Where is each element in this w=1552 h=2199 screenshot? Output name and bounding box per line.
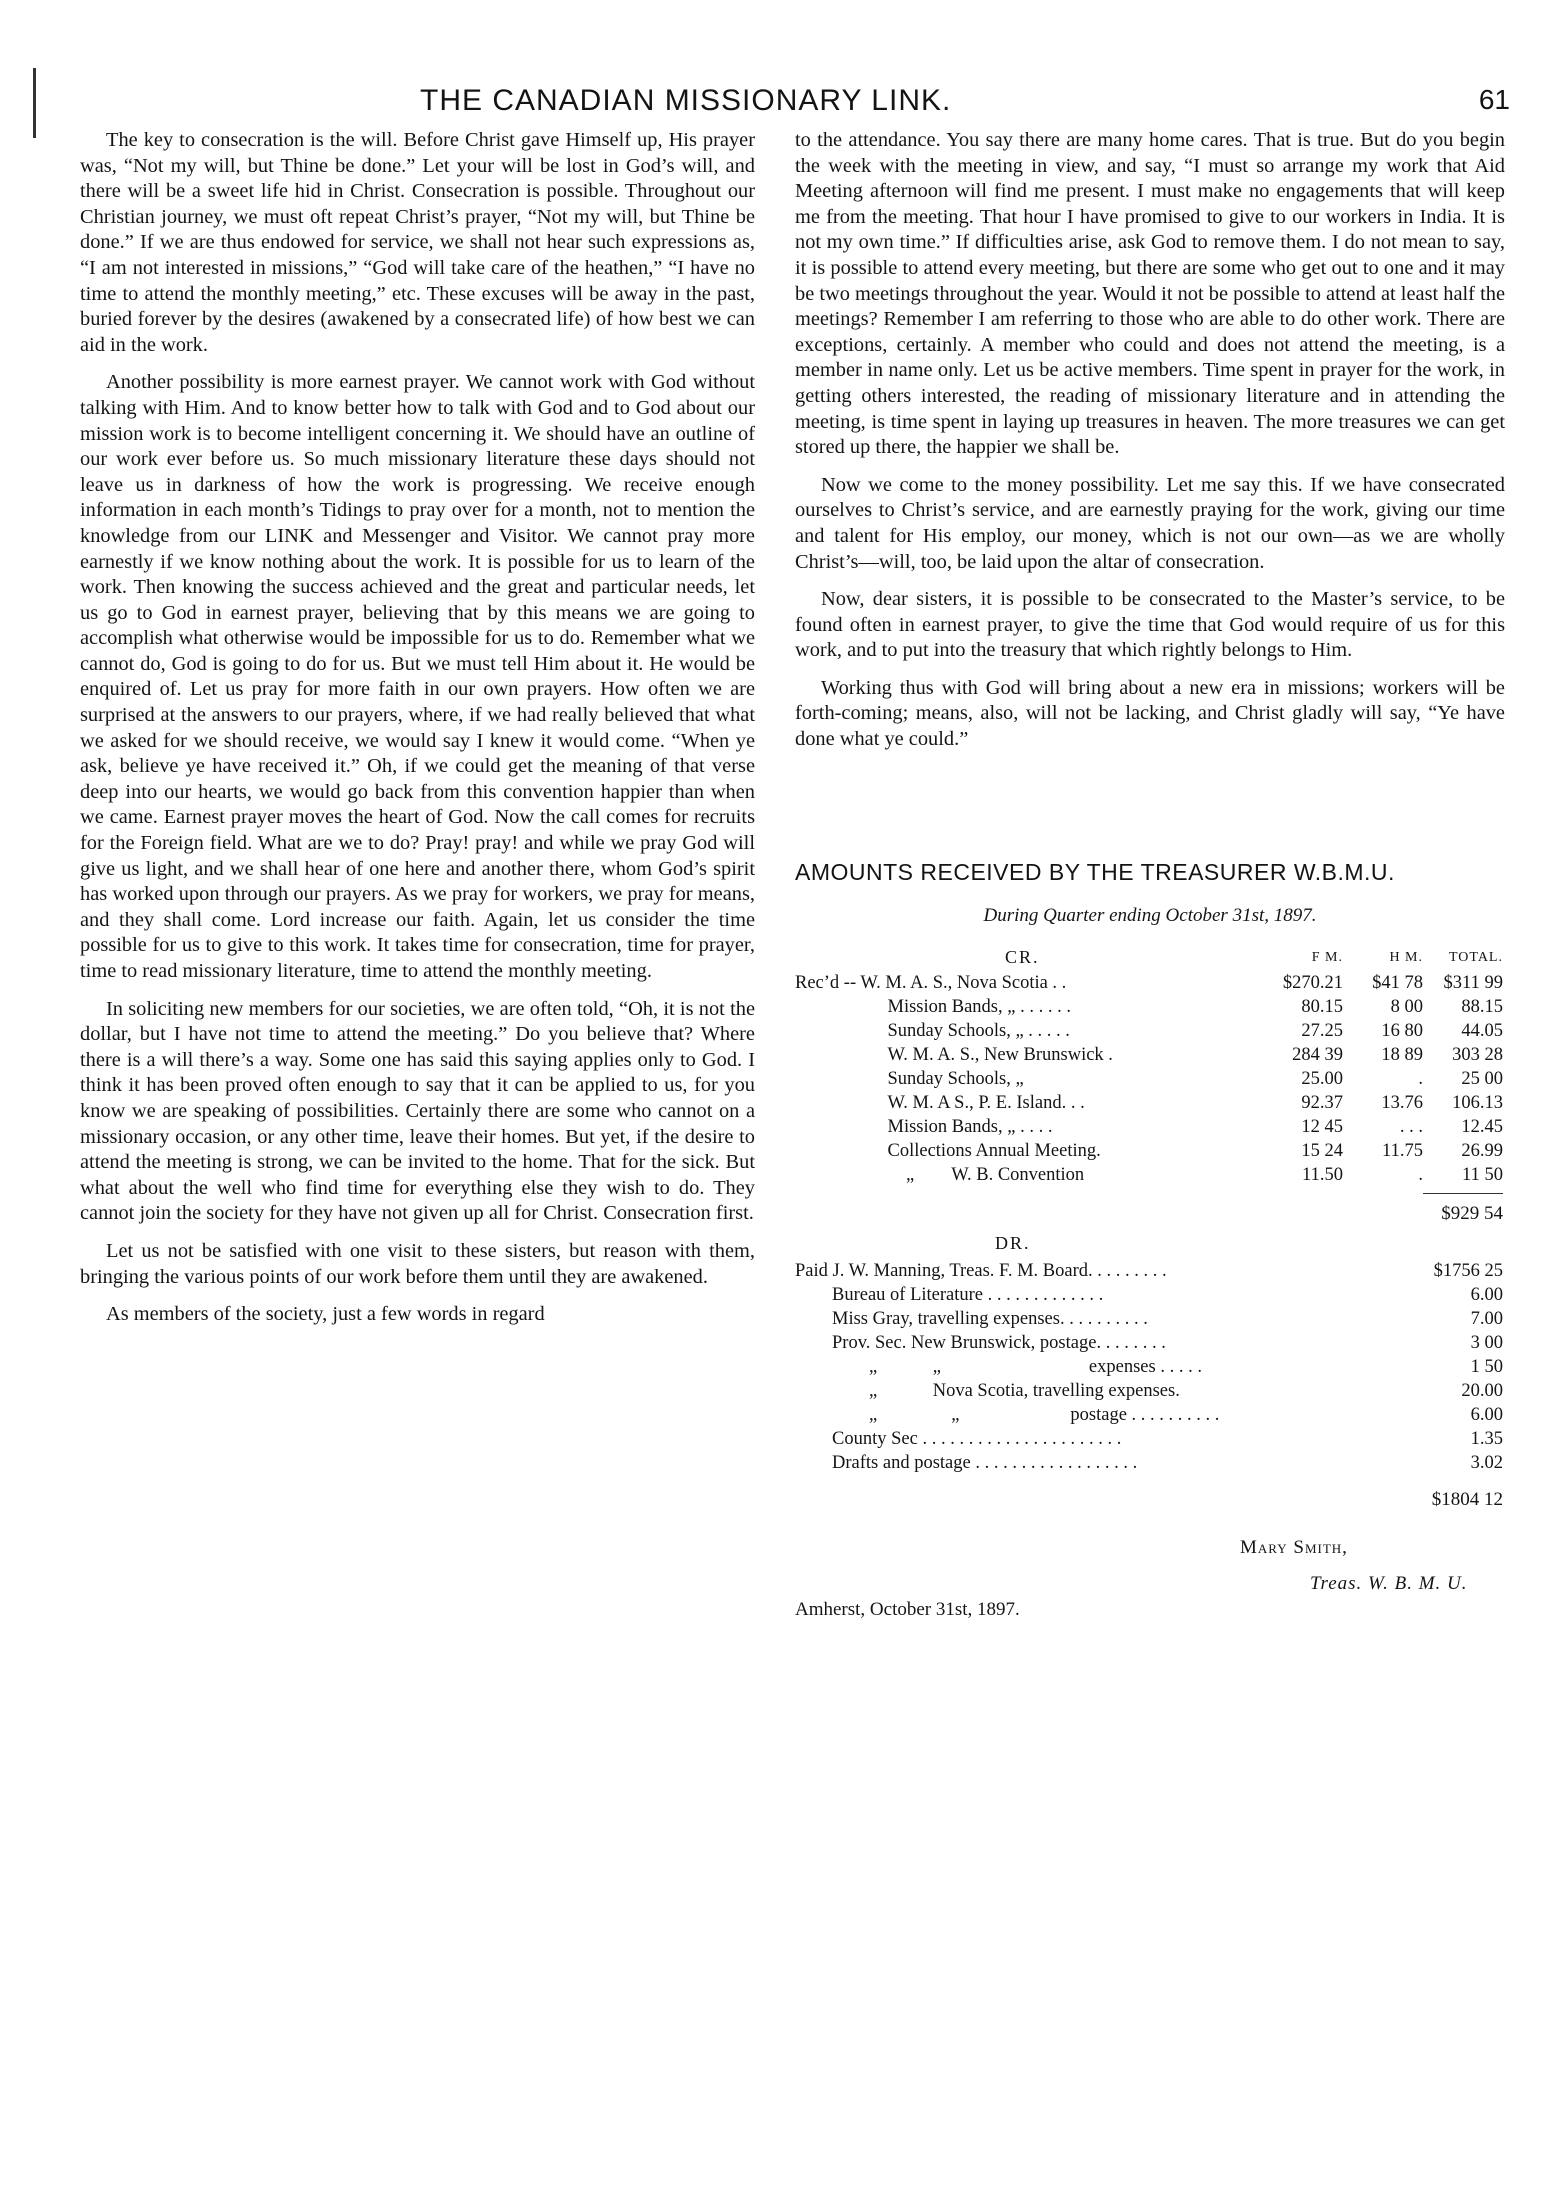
paragraph-working-with-god: Working thus with God will bring about a new era in missions; workers will be forth-coming; means, also, will not be lacking, and Christ gladly will say, “Ye have done what ye could.” bbox=[795, 676, 1505, 751]
column-header-hm: H M. bbox=[1389, 949, 1423, 965]
credit-row bbox=[795, 1091, 1505, 1115]
credit-row-hm: 18 89 bbox=[1381, 1044, 1423, 1065]
credit-total bbox=[795, 1201, 1505, 1231]
debit-row bbox=[795, 1403, 1505, 1427]
credit-row-hm: $41 78 bbox=[1372, 972, 1423, 993]
credit-row bbox=[795, 995, 1505, 1019]
credit-row-fm: 92.37 bbox=[1301, 1092, 1343, 1113]
signature-name: Mary Smith, bbox=[1240, 1536, 1348, 1558]
credit-row-hm: 16 80 bbox=[1381, 1020, 1423, 1041]
credit-row-hm: 8 00 bbox=[1390, 996, 1423, 1017]
credit-row-fm: 15 24 bbox=[1301, 1140, 1343, 1161]
debit-row-label: Miss Gray, travelling expenses. . . . . . . . . . bbox=[795, 1308, 1148, 1329]
credit-row-hm: . bbox=[1418, 1068, 1423, 1089]
credit-row-total: 11 50 bbox=[1462, 1164, 1503, 1185]
right-column bbox=[795, 128, 1505, 1622]
credit-row-fm: 25.00 bbox=[1301, 1068, 1343, 1089]
credit-label: CR. bbox=[1005, 946, 1040, 967]
debit-row-amount: 3 00 bbox=[1470, 1332, 1503, 1353]
credit-row-label: Mission Bands, „ . . . . bbox=[795, 1116, 1053, 1137]
page-number: 61 bbox=[1478, 84, 1510, 115]
credit-row-fm: $270.21 bbox=[1282, 972, 1343, 993]
credit-row bbox=[795, 1163, 1505, 1187]
paragraph-soliciting-members: In soliciting new members for our societies, we are often told, “Oh, it is not the dollar, but I have not time to attend the meeting.” Do you believe that? Where there is a will there’s a way. Some one has said this saying applies only to God. I think it has been proved often enough to say that it can be applied to us, for you know we are speaking of possibilities. Certainly there are some who cannot on a missionary occasion, or any other time, leave their homes. But yet, if the desire to attend the meeting is strong, we can be invited to the home. That for the sick. But what about the well who find time for everything else they wish to do. They cannot join the society for they have not given up all for Christ. Consecration first. bbox=[80, 997, 755, 1225]
credit-row-fm: 27.25 bbox=[1301, 1020, 1343, 1041]
column-header-fm: F M. bbox=[1311, 949, 1343, 965]
debit-row-amount: 6.00 bbox=[1470, 1284, 1503, 1305]
debit-row-amount: 6.00 bbox=[1470, 1404, 1503, 1425]
credit-row-label: Sunday Schools, „ bbox=[795, 1068, 1024, 1089]
credit-row-total: 303 28 bbox=[1452, 1044, 1503, 1065]
column-header-total: TOTAL. bbox=[1448, 949, 1503, 965]
debit-row bbox=[795, 1259, 1505, 1283]
paragraph-attendance: to the attendance. You say there are many home cares. That is true. But do you begin the week with the meeting in view, and say, “I must so arrange my work that Aid Meeting afternoon will find me present. I must make no engagements that will keep me from the meeting. That hour I have promised to give to our workers in India. It is not my own time.” If difficulties arise, ask God to remove them. I do not mean to say, it is possible to attend every meeting, but there are some who get out to one and it may be two meetings throughout the year. Would it not be possible to attend at least half the meetings? Remember I am referring to those who are able to do other work. There are exceptions, certainly. A member who could and does not attend the meeting, is a member in name only. Let us be active members. Time spent in prayer for the work, in getting others interested, the reading of missionary literature and in attending the meeting, is time spent in laying up treasures in heaven. The more treasures we can get stored up there, the happier we shall be. bbox=[795, 129, 1505, 459]
paragraph-visit-sisters: Let us not be satisfied with one visit to these sisters, but reason with them, bringing the various points of our work before them until they are awakened. bbox=[80, 1239, 755, 1288]
journal-title: THE CANADIAN MISSIONARY LINK. bbox=[420, 84, 952, 117]
dateline: Amherst, October 31st, 1897. bbox=[795, 1598, 1020, 1620]
paragraph-dear-sisters: Now, dear sisters, it is possible to be consecrated to the Master’s service, to be found often in earnest prayer, to give the time that God would require of us for this work, and to put into the treasury that which rightly belongs to Him. bbox=[795, 588, 1505, 662]
credit-row-hm: 13.76 bbox=[1381, 1092, 1423, 1113]
credit-row bbox=[795, 1139, 1505, 1163]
left-column bbox=[80, 128, 755, 1340]
debit-row-label: Bureau of Literature . . . . . . . . . . . . . bbox=[795, 1284, 1104, 1305]
signature-title: Treas. W. B. M. U. bbox=[1310, 1572, 1468, 1594]
page-header bbox=[420, 84, 1530, 124]
debit-row-amount: $1756 25 bbox=[1433, 1260, 1503, 1281]
debit-row-label: Drafts and postage . . . . . . . . . . . . . . . . . . bbox=[795, 1452, 1138, 1473]
credit-row-fm: 80.15 bbox=[1301, 996, 1343, 1017]
ledger-credit-header bbox=[795, 945, 1505, 971]
credit-row-fm: 11.50 bbox=[1302, 1164, 1343, 1185]
margin-rule bbox=[33, 68, 36, 138]
debit-row-amount: 1 50 bbox=[1470, 1356, 1503, 1377]
debit-row-amount: 3.02 bbox=[1470, 1452, 1503, 1473]
credit-row-total: 88.15 bbox=[1461, 996, 1503, 1017]
credit-row-fm: 12 45 bbox=[1301, 1116, 1343, 1137]
credit-row-total: 26.99 bbox=[1461, 1140, 1503, 1161]
credit-row-label: Sunday Schools, „ . . . . . bbox=[795, 1020, 1070, 1041]
debit-row bbox=[795, 1379, 1505, 1403]
debit-row bbox=[795, 1427, 1505, 1451]
ledger-period: During Quarter ending October 31st, 1897. bbox=[983, 905, 1317, 927]
credit-row-total: $311 99 bbox=[1443, 972, 1503, 993]
debit-row-amount: 7.00 bbox=[1470, 1308, 1503, 1329]
credit-row bbox=[795, 1115, 1505, 1139]
debit-row bbox=[795, 1451, 1505, 1475]
credit-row-hm: . . . bbox=[1399, 1116, 1423, 1137]
credit-row-label: W. M. A S., P. E. Island. . . bbox=[795, 1092, 1085, 1113]
paragraph-consecration-will: The key to consecration is the will. Before Christ gave Himself up, His prayer was, “Not my will, but Thine be done.” Let your will be lost in God’s will, and there will be a sweet life hid in Christ. Consecration is possible. Throughout our Christian journey, we must oft repeat Christ’s prayer, “Not my will, but Thine be done.” If we are thus endowed for service, we shall not hear such expressions as, “I am not interested in missions,” “God will take care of the heathen,” “I have no time to attend the monthly meeting,” etc. These excuses will be away in the past, buried forever by the desires (awakened by a consecrated life) of how best we can aid in the work. bbox=[80, 129, 755, 356]
debit-row-label: „ „ postage . . . . . . . . . . bbox=[795, 1404, 1220, 1425]
credit-row-label: W. M. A. S., New Brunswick . bbox=[795, 1044, 1113, 1065]
credit-row-label: Rec’d -- W. M. A. S., Nova Scotia . . bbox=[795, 972, 1067, 993]
credit-row-total: 25 00 bbox=[1461, 1068, 1503, 1089]
credit-row bbox=[795, 1067, 1505, 1091]
credit-row-fm: 284 39 bbox=[1292, 1044, 1343, 1065]
paragraph-members-regard: As members of the society, just a few words in regard bbox=[106, 1303, 545, 1326]
debit-row bbox=[795, 1355, 1505, 1379]
credit-row bbox=[795, 1043, 1505, 1067]
paragraph-money-possibility: Now we come to the money possibility. Let me say this. If we have consecrated ourselves to Christ’s service, and are earnestly praying for the work, giving our time and talent for His employ, our money, which is not our own—as we are wholly Christ’s—will, too, be laid upon the altar of consecration. bbox=[795, 473, 1505, 573]
signature-block bbox=[795, 1527, 1505, 1597]
section-spacer bbox=[795, 765, 1505, 860]
debit-row-label: „ Nova Scotia, travelling expenses. bbox=[795, 1380, 1180, 1401]
credit-total-amount: $929 54 bbox=[1441, 1202, 1503, 1224]
debit-header bbox=[795, 1231, 1505, 1259]
credit-row-label: Collections Annual Meeting. bbox=[795, 1140, 1101, 1161]
credit-row bbox=[795, 971, 1505, 995]
debit-total bbox=[795, 1487, 1505, 1527]
debit-row-label: „ „ expenses . . . . . bbox=[795, 1356, 1202, 1377]
credit-row-hm: . bbox=[1418, 1164, 1423, 1185]
debit-row bbox=[795, 1331, 1505, 1355]
debit-row bbox=[795, 1283, 1505, 1307]
debit-row bbox=[795, 1307, 1505, 1331]
credit-row-label: „ W. B. Convention bbox=[795, 1164, 1085, 1185]
debit-rows bbox=[795, 1259, 1505, 1475]
credit-row-total: 44.05 bbox=[1461, 1020, 1503, 1041]
credit-row-total: 106.13 bbox=[1452, 1092, 1503, 1113]
credit-row-hm: 11.75 bbox=[1382, 1140, 1423, 1161]
credit-row-label: Mission Bands, „ . . . . . . bbox=[795, 996, 1071, 1017]
debit-row-label: Paid J. W. Manning, Treas. F. M. Board. . . . . . . . . bbox=[795, 1260, 1167, 1281]
credit-rows bbox=[795, 971, 1505, 1187]
debit-row-amount: 20.00 bbox=[1461, 1380, 1503, 1401]
debit-label: DR. bbox=[995, 1232, 1031, 1253]
debit-total-amount: $1804 12 bbox=[1431, 1488, 1503, 1510]
credit-total-rule bbox=[795, 1187, 1505, 1201]
paragraph-earnest-prayer: Another possibility is more earnest prayer. We cannot work with God without talking with Him. And to know better how to talk with God and to God about our mission work is to become intelligent concerning it. We should have an outline of our work ever before us. So much missionary literature these days should not leave us in darkness of how the work is progressing. We receive enough information in each month’s Tidings to pray over for a month, not to mention the knowledge from our LINK and Messenger and Visitor. We cannot pray more earnestly if we know nothing about the work. It is possible for us to learn of the work. Then knowing the success achieved and the great and particular needs, let us go to God in earnest prayer, believing that by this means we are going to accomplish what otherwise would be impossible for us to do. Remember what we cannot do, God is going to do for us. But we must tell Him about it. He would be enquired of. Let us pray for more faith in our own prayers. How often we are surprised at the answers to our prayers, where, if we had really believed that what we asked for we should receive, we would say I knew it would come. “When ye ask, believe ye have received it.” Oh, if we could get the meaning of that verse deep into our hearts, we would go back from this convention happier than when we came. Earnest prayer moves the heart of God. Now the call comes for recruits for the Foreign field. What are we to do? Pray! pray! and while we pray God will give us light, and we shall hear of one here and another there, whom God’s spirit has worked upon through our prayers. As we pray for workers, we pray for means, and they shall come. Lord increase our faith. Again, let us consider the time possible for us to give to this work. It takes time for consecration, time for prayer, time to read missionary literature, time to attend the monthly meeting. bbox=[80, 371, 755, 982]
debit-row-label: County Sec . . . . . . . . . . . . . . . . . . . . . . bbox=[795, 1428, 1122, 1449]
credit-row-total: 12.45 bbox=[1461, 1116, 1503, 1137]
credit-row bbox=[795, 1019, 1505, 1043]
debit-row-amount: 1.35 bbox=[1470, 1428, 1503, 1449]
ledger-title: AMOUNTS RECEIVED BY THE TREASURER W.B.M.U. bbox=[795, 858, 1395, 885]
debit-row-label: Prov. Sec. New Brunswick, postage. . . . . . . . bbox=[795, 1332, 1166, 1353]
